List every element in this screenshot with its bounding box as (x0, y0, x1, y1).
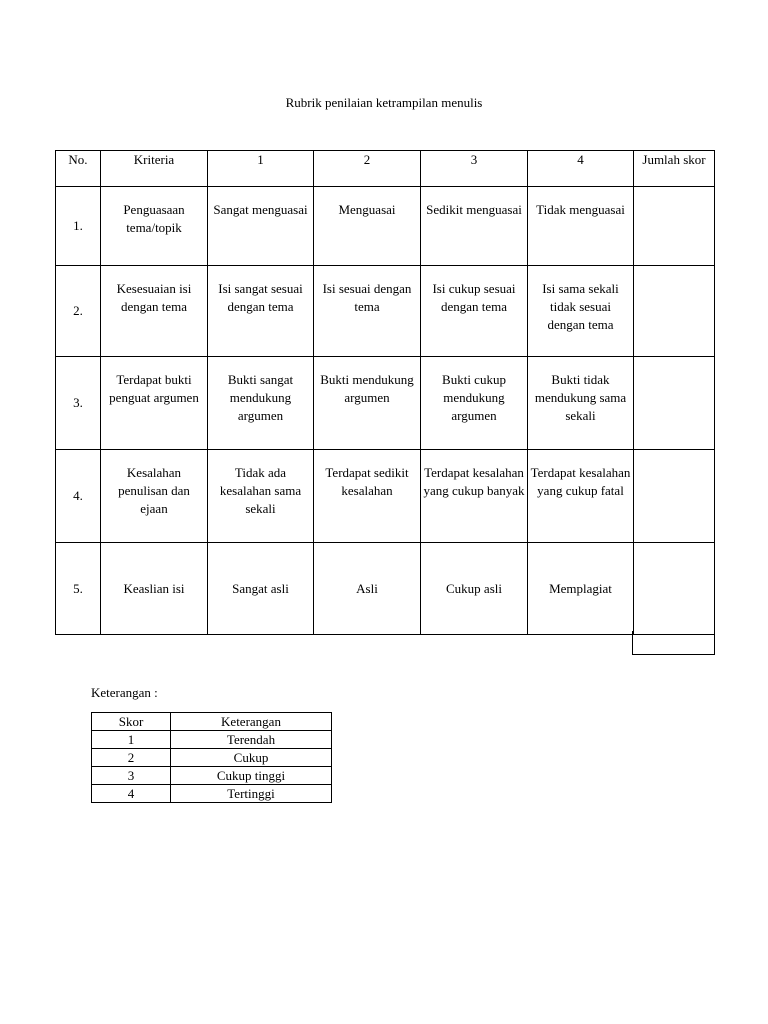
legend-row (92, 731, 332, 749)
criteria-cell: Kesalahan penulisan dan ejaan (101, 450, 208, 543)
rubric-table (55, 150, 715, 635)
score-1-cell: Tidak ada kesalahan sama sekali (208, 450, 314, 543)
score-3-cell: Bukti cukup mendukung argumen (421, 357, 528, 450)
score-2-cell: Isi sesuai dengan tema (314, 266, 421, 357)
score-2-cell: Bukti mendukung argumen (314, 357, 421, 450)
criteria-cell: Kesesuaian isi dengan tema (101, 266, 208, 357)
score-4-cell: Bukti tidak mendukung sama sekali (528, 357, 634, 450)
legend-table (91, 712, 332, 803)
header-score-2: 2 (314, 151, 421, 187)
document-title: Rubrik penilaian ketrampilan menulis (285, 95, 483, 110)
score-4-cell: Tidak menguasai (528, 187, 634, 266)
score-2-cell: Menguasai (314, 187, 421, 266)
score-3-cell: Terdapat kesalahan yang cukup banyak (421, 450, 528, 543)
score-1-cell: Bukti sangat mendukung argumen (208, 357, 314, 450)
legend-title: Keterangan : (91, 685, 158, 700)
legend-keterangan: Terendah (171, 731, 332, 749)
total-score-cell (634, 187, 715, 266)
row-number: 3. (56, 357, 101, 450)
row-number: 4. (56, 450, 101, 543)
legend-skor: 3 (92, 767, 171, 785)
total-score-cell (634, 266, 715, 357)
score-3-cell: Sedikit menguasai (421, 187, 528, 266)
total-score-cell (634, 450, 715, 543)
score-4-cell: Terdapat kesalahan yang cukup fatal (528, 450, 634, 543)
total-score-cell (634, 357, 715, 450)
score-1-cell: Sangat menguasai (208, 187, 314, 266)
table-row (56, 357, 715, 450)
score-3-cell: Cukup asli (421, 543, 528, 635)
score-2-cell: Terdapat sedikit kesalahan (314, 450, 421, 543)
table-row (56, 543, 715, 635)
score-1-cell: Sangat asli (208, 543, 314, 635)
row-number: 2. (56, 266, 101, 357)
legend-row (92, 767, 332, 785)
legend-row (92, 785, 332, 803)
score-4-cell: Memplagiat (528, 543, 634, 635)
criteria-cell: Terdapat bukti penguat argumen (101, 357, 208, 450)
table-row (56, 266, 715, 357)
legend-row (92, 749, 332, 767)
legend-skor: 1 (92, 731, 171, 749)
score-2-cell: Asli (314, 543, 421, 635)
legend-keterangan: Cukup (171, 749, 332, 767)
table-row (56, 450, 715, 543)
table-row (56, 187, 715, 266)
header-score-1: 1 (208, 151, 314, 187)
criteria-cell: Keaslian isi (101, 543, 208, 635)
legend-header-row (92, 713, 332, 731)
grand-total-box (632, 631, 715, 655)
total-score-cell (634, 543, 715, 635)
legend-keterangan: Cukup tinggi (171, 767, 332, 785)
header-score-3: 3 (421, 151, 528, 187)
criteria-cell: Penguasaan tema/topik (101, 187, 208, 266)
score-3-cell: Isi cukup sesuai dengan tema (421, 266, 528, 357)
header-no: No. (56, 151, 101, 187)
score-1-cell: Isi sangat sesuai dengan tema (208, 266, 314, 357)
legend-keterangan: Tertinggi (171, 785, 332, 803)
row-number: 5. (56, 543, 101, 635)
legend-header-skor: Skor (92, 713, 171, 731)
rubric-header-row (56, 151, 715, 187)
score-4-cell: Isi sama sekali tidak sesuai dengan tema (528, 266, 634, 357)
legend-skor: 4 (92, 785, 171, 803)
legend-skor: 2 (92, 749, 171, 767)
row-number: 1. (56, 187, 101, 266)
header-score-4: 4 (528, 151, 634, 187)
header-kriteria: Kriteria (101, 151, 208, 187)
legend-header-keterangan: Keterangan (171, 713, 332, 731)
header-jumlah-skor: Jumlah skor (634, 151, 715, 187)
